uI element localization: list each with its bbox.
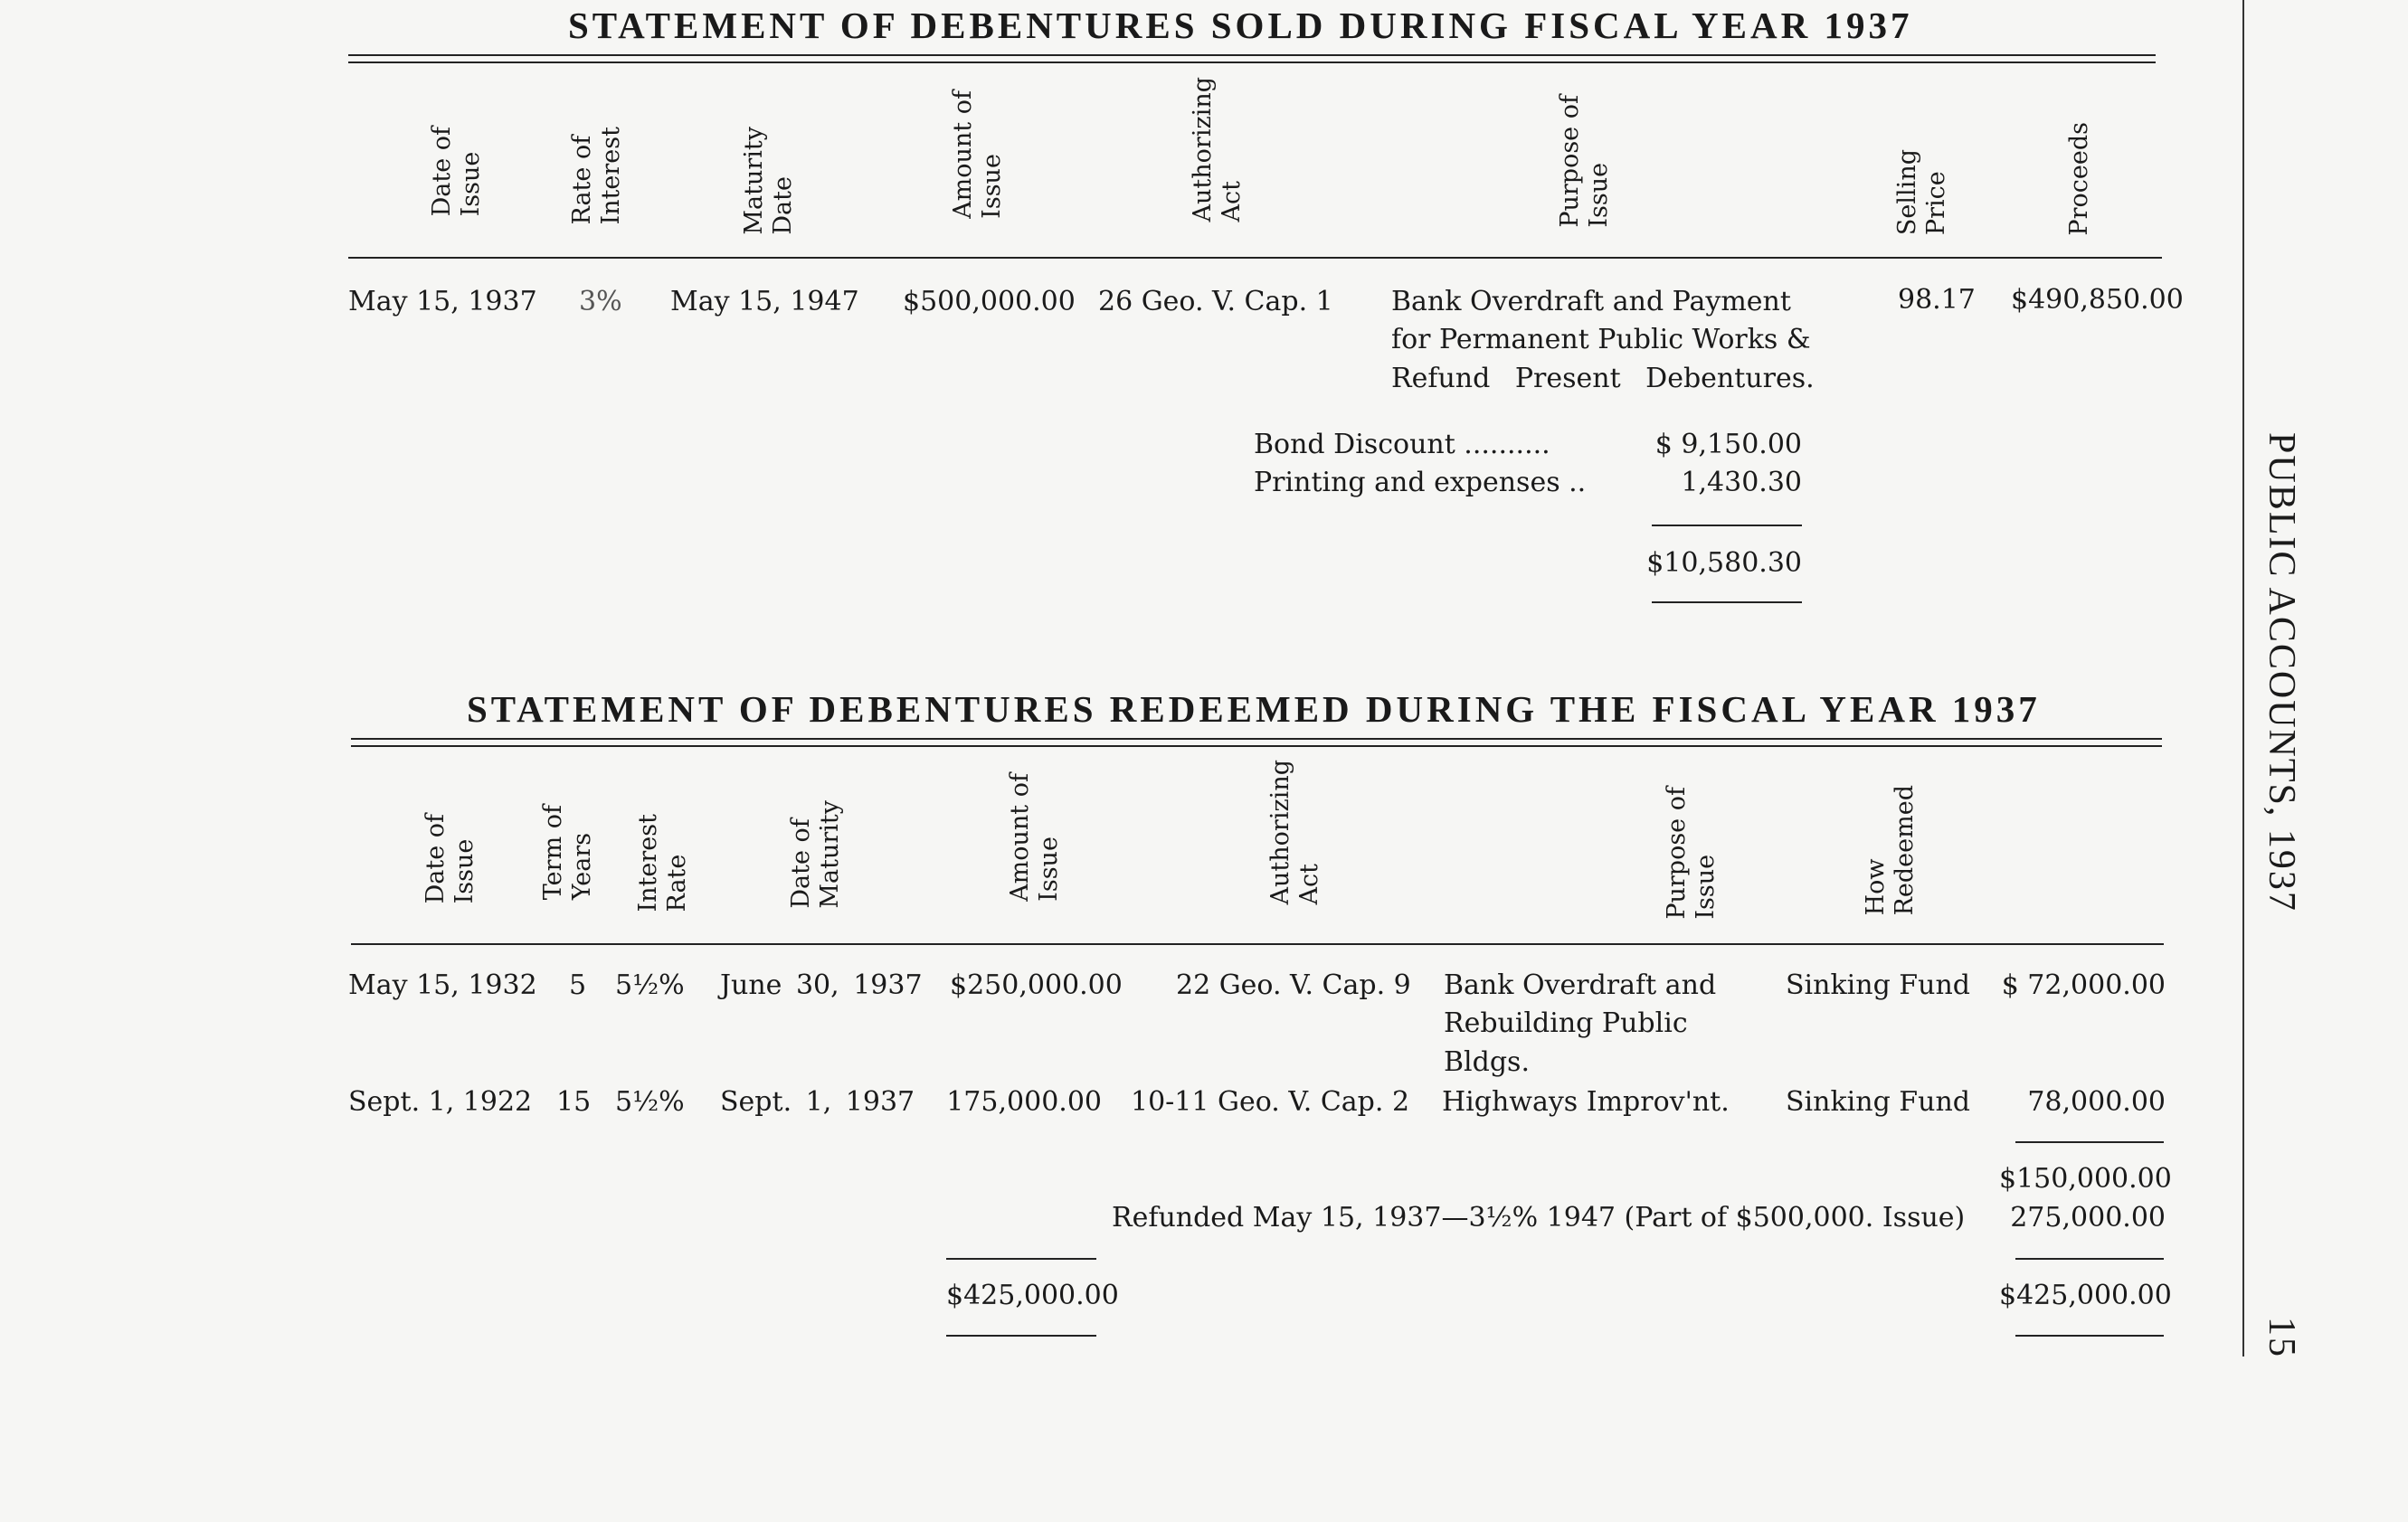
redeemed-row-2-how: Sinking Fund — [1786, 1086, 1970, 1118]
refunded-label: Refunded May 15, 1937—3½% 1947 (Part of $500,000. Issue) — [1112, 1202, 1966, 1234]
redeemed-row-2-rate: 5½% — [615, 1086, 685, 1118]
running-head: PUBLIC ACCOUNTS, 1937 — [2261, 432, 2302, 912]
sold-title-rule — [348, 54, 2156, 56]
redeemed-row-1-act: 22 Geo. V. Cap. 9 — [1176, 969, 1411, 1001]
redeemed-header-date-of-maturity: Date of Maturity — [787, 800, 844, 909]
sold-header-rule — [348, 257, 2162, 259]
redeemed-row-2-maturity: Sept. 1, 1937 — [720, 1086, 915, 1118]
redeemed-header-purpose-of-issue: Purpose of Issue — [1663, 787, 1720, 920]
redeemed-header-rule — [351, 943, 2164, 945]
redeemed-header-amount-of-issue: Amount of Issue — [1006, 773, 1063, 902]
sold-purpose-line-1: Bank Overdraft and Payment — [1391, 286, 1791, 317]
redeemed-row-1-value: $ 72,000.00 — [2001, 969, 2166, 1001]
redeemed-title-rule — [351, 738, 2162, 740]
refunded-value: 275,000.00 — [2010, 1202, 2166, 1234]
sold-date-of-issue: May 15, 1937 — [348, 286, 537, 317]
redeemed-row-1-how: Sinking Fund — [1786, 969, 1970, 1001]
sold-title-rule-2 — [348, 61, 2156, 63]
redeemed-title-rule-2 — [351, 745, 2162, 747]
sold-header-proceeds: Proceeds — [2065, 122, 2093, 236]
sold-act: 26 Geo. V. Cap. 1 — [1098, 286, 1333, 317]
sold-amount: $500,000.00 — [903, 286, 1076, 317]
sold-rate: 3% — [579, 286, 622, 317]
redeemed-row-1-purpose-line-1: Bank Overdraft and — [1444, 969, 1717, 1001]
redeemed-row-1-purpose-line-2: Rebuilding Public — [1444, 1007, 1688, 1039]
value-total-rule-bottom — [2015, 1335, 2164, 1337]
redeemed-row-2-term: 15 — [556, 1086, 592, 1118]
discount-sum-rule — [1652, 525, 1802, 526]
redeemed-row-1-rate: 5½% — [615, 969, 685, 1001]
amount-total: $425,000.00 — [946, 1280, 1119, 1311]
sold-header-selling-price: Selling Price — [1893, 149, 1950, 236]
sold-purpose-line-2: for Permanent Public Works & — [1391, 324, 1811, 355]
redeemed-header-date-of-issue: Date of Issue — [422, 814, 479, 904]
value-total-rule-top — [2015, 1258, 2164, 1260]
sold-header-date-of-issue: Date of Issue — [428, 127, 485, 217]
redeemed-row-2-date-of-issue: Sept. 1, 1922 — [348, 1086, 533, 1118]
redeemed-header-term-of-years: Term of Years — [539, 805, 596, 901]
redeemed-subtotal-rule — [2015, 1141, 2164, 1143]
sold-selling-price: 98.17 — [1898, 284, 1976, 316]
discount-total: $10,580.30 — [1646, 547, 1802, 579]
sold-purpose-line-3: Refund Present Debentures. — [1391, 363, 1815, 394]
redeemed-header-how-redeemed: How Redeemed — [1862, 785, 1919, 916]
redeemed-row-2-act: 10-11 Geo. V. Cap. 2 — [1131, 1086, 1410, 1118]
redeemed-row-1-date-of-issue: May 15, 1932 — [348, 969, 537, 1001]
sold-proceeds: $490,850.00 — [2011, 284, 2184, 316]
redeemed-header-authorizing-act: Authorizing Act — [1266, 760, 1323, 905]
redeemed-row-2-purpose: Highways Improv'nt. — [1442, 1086, 1730, 1118]
redeemed-row-1-term: 5 — [569, 969, 587, 1001]
redeemed-row-2-amount: 175,000.00 — [946, 1086, 1102, 1118]
page-margin-line — [2242, 0, 2244, 1357]
page-number: 15 — [2261, 1317, 2302, 1358]
sold-header-rate-of-interest: Rate of Interest — [568, 127, 625, 225]
redeemed-row-1-maturity: June 30, 1937 — [720, 969, 923, 1001]
discount-total-rule — [1652, 601, 1802, 603]
redeemed-title: STATEMENT OF DEBENTURES REDEEMED DURING THE FISCAL YEAR 1937 — [467, 688, 2041, 730]
sold-maturity: May 15, 1947 — [670, 286, 859, 317]
sold-header-authorizing-act: Authorizing Act — [1189, 77, 1246, 222]
redeemed-row-1-amount: $250,000.00 — [950, 969, 1123, 1001]
redeemed-row-2-value: 78,000.00 — [2027, 1086, 2166, 1118]
sold-header-maturity-date: Maturity Date — [740, 127, 797, 235]
redeemed-row-1-purpose-line-3: Bldgs. — [1444, 1046, 1530, 1078]
sold-header-purpose-of-issue: Purpose of Issue — [1556, 95, 1613, 228]
value-total: $425,000.00 — [1999, 1280, 2172, 1311]
amount-total-rule-top — [946, 1258, 1096, 1260]
redeemed-header-interest-rate: Interest Rate — [634, 814, 691, 912]
redeemed-subtotal: $150,000.00 — [1999, 1163, 2172, 1195]
bond-discount-value: $ 9,150.00 — [1654, 429, 1802, 460]
bond-discount-label: Bond Discount .......... — [1254, 429, 1550, 460]
amount-total-rule-bottom — [946, 1335, 1096, 1337]
sold-header-amount-of-issue: Amount of Issue — [949, 90, 1006, 219]
sold-title: STATEMENT OF DEBENTURES SOLD DURING FISCAL YEAR 1937 — [568, 5, 1913, 46]
printing-expenses-label: Printing and expenses .. — [1254, 467, 1587, 498]
printing-expenses-value: 1,430.30 — [1681, 467, 1802, 498]
